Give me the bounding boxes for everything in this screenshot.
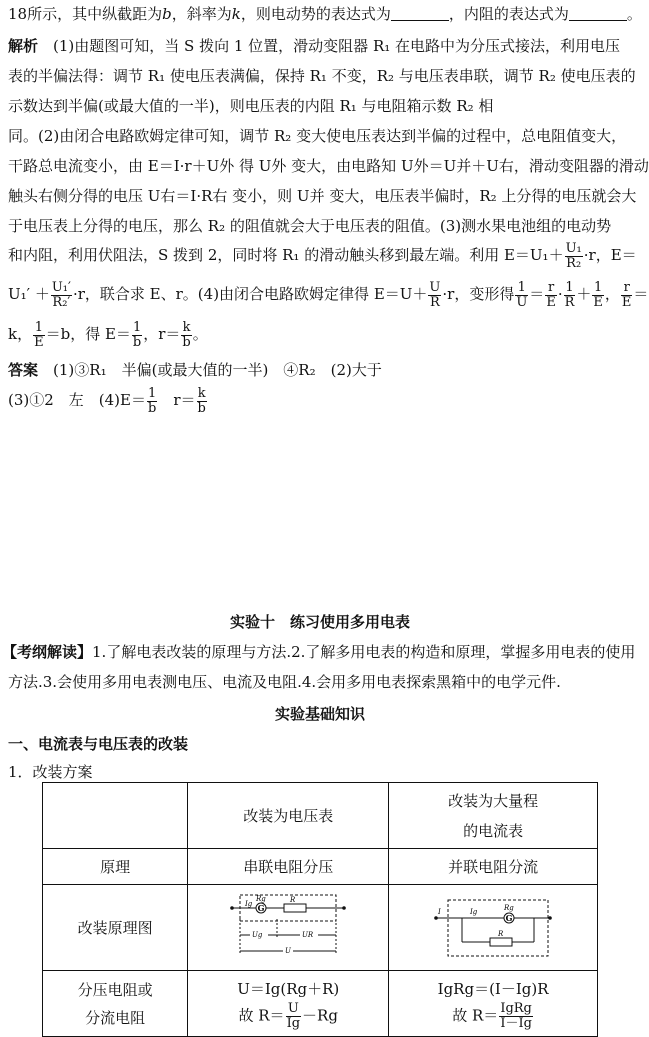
analysis-line-7: 于电压表上分得的电压，那么 R₂ 的阻值就会大于电压表的阻值。(3)测水果电池组的电动势 — [8, 217, 612, 235]
ug-label: Ug — [252, 930, 263, 939]
intro-text-a: 18所示，其中纵截距为 — [8, 5, 163, 23]
u-label: U — [285, 946, 292, 955]
diagram-label: 改装原理图 — [43, 885, 188, 971]
voltmeter-circuit-diagram — [230, 889, 346, 967]
analysis-line-1 — [8, 34, 632, 58]
analysis-line-3: 示数达到半偏(或最大值的一半)，则电压表的内阻 R₁ 与电阻箱示数 R₂ 相 — [8, 97, 494, 115]
intro-text-c: ，则电动势的表达式为 — [240, 5, 391, 23]
fraction-r-e-2: $\frac{r}{E}$ — [621, 279, 632, 310]
intro-text-e: 。 — [626, 5, 642, 23]
table-header-empty — [43, 783, 188, 849]
fraction-u-r: $\frac{U}{R}$ — [429, 279, 441, 310]
table-row-principle — [43, 849, 598, 885]
fraction-1-u: $\frac{1}{U}$ — [516, 279, 528, 310]
table-header-row — [43, 783, 598, 849]
analysis-line-10: k， $\frac{1}{E}$ ＝b，得 E＝ $\frac{1}{b}$ ，r＝ $\frac{k}{b}$ 。 — [8, 319, 208, 350]
answer-text-1: (1)③R₁ 半偏(或最大值的一半) ④R₂ (2)大于 — [53, 361, 382, 379]
table-row-resistor — [43, 971, 598, 1037]
ig-label: Ig — [245, 899, 253, 908]
slope-symbol: k — [231, 5, 241, 23]
fraction-u1-r2: $\frac{\text{U₁}}{\text{R₂}}$ — [565, 240, 582, 271]
galvanometer-label: G — [257, 902, 265, 913]
ammeter-diagram-cell — [389, 885, 598, 971]
conversion-table — [42, 782, 598, 1037]
answer-fraction-k-b: $\frac{k}{b}$ — [197, 385, 206, 416]
analysis-line-6: 触头右侧分得的电压 U右＝I·R右 变小，则 U并 变大，电压表半偏时，R₂ 上分得的电压就会大 — [8, 187, 637, 205]
table-row-diagram — [43, 885, 598, 971]
heading-1: 一、电流表与电压表的改装 — [8, 735, 189, 753]
amm-rg-label: Rg — [504, 903, 514, 912]
emf-blank — [391, 4, 449, 21]
fraction-k-b: $\frac{k}{b}$ — [182, 319, 191, 350]
subheading-1: 1．改装方案 — [8, 763, 93, 781]
basics-title: 实验基础知识 — [274, 705, 365, 723]
analysis-line-8 — [8, 238, 637, 272]
fraction-1-e: $\frac{1}{E}$ — [593, 279, 603, 310]
table-header-ammeter: 改装为大量程 的电流表 — [389, 783, 598, 849]
analysis-line-4: 同。(2)由闭合电路欧姆定律可知，调节 R₂ 变大使电压表达到半偏的过程中，总电阻值变大， — [8, 127, 627, 145]
ammeter-formula-2: 故 R＝ $\frac{\text{IgRg}}{I-Ig}$ — [452, 1001, 532, 1031]
amm-ig-label: Ig — [470, 907, 478, 916]
goal-line-2: 方法.3.会使用多用电表测电压、电流及电阻.4.会用多用电表探索黑箱中的电学元件. — [8, 673, 561, 691]
resistance-blank — [569, 4, 627, 21]
intro-line — [8, 2, 642, 26]
rg-label: Rg — [256, 894, 266, 903]
principle-label: 原理 — [43, 849, 188, 885]
ammeter-formula-cell — [389, 971, 598, 1037]
intro-text-b: ，斜率为 — [171, 5, 232, 23]
section-title: 实验十 练习使用多用电表 — [229, 613, 410, 631]
fraction-1-r: $\frac{1}{R}$ — [564, 279, 575, 310]
principle-ammeter: 并联电阻分流 — [389, 849, 598, 885]
voltmeter-diagram-cell — [188, 885, 389, 971]
amm-r-label: R — [498, 929, 504, 938]
answer-line-1 — [8, 358, 632, 382]
intro-text-d: ，内阻的表达式为 — [448, 5, 569, 23]
fraction-1-b: $\frac{1}{b}$ — [132, 319, 142, 350]
intercept-symbol: b — [162, 5, 172, 23]
answer-fraction-1-b: $\frac{1}{b}$ — [148, 385, 157, 416]
goal-text-1: 1.了解电表改装的原理与方法.2.了解多用电表的构造和原理，掌握多用电表的使用 — [92, 643, 636, 661]
goal-label: 【考纲解读】 — [2, 643, 93, 661]
analysis-line-2: 表的半偏法得：调节 R₁ 使电压表满偏，保持 R₁ 不变，R₂ 与电压表串联，调节 R₂ 使电压表的 — [8, 67, 636, 85]
voltmeter-formula-1: U＝Ig(Rg＋R) — [237, 980, 340, 998]
fraction-r-e: $\frac{r}{E}$ — [546, 279, 556, 310]
resistor-label-line-1: 分压电阻或 — [77, 980, 153, 999]
ur-label: UR — [302, 930, 314, 939]
analysis-line-5: 干路总电流变小，由 E＝I·r＋U外 得 U外 变大，由电路知 U外＝U并＋U右，滑动变阻器的滑动 — [8, 157, 649, 175]
ammeter-circuit-diagram — [434, 896, 552, 960]
voltmeter-formula-2: 故 R＝ $\frac{U}{Ig}$ －Rg — [238, 1001, 338, 1031]
r-label: R — [290, 895, 296, 904]
fraction-1-e-b: $\frac{1}{E}$ — [34, 319, 44, 350]
voltmeter-formula-cell — [188, 971, 389, 1037]
analysis-line-8b: ·r，E＝ — [583, 246, 637, 264]
answer-line-2: (3)①2 左 (4)E＝ $\frac{1}{b}$ r＝ $\frac{k}{b}$ — [8, 385, 206, 416]
i-label: I — [438, 907, 441, 916]
goal-line-1 — [2, 640, 636, 664]
ammeter-formula-1: IgRg＝(I－Ig)R — [437, 980, 549, 998]
amm-galvanometer-label: G — [505, 912, 513, 923]
analysis-text: (1)由题图可知，当 S 拨向 1 位置，滑动变阻器 R₁ 在电路中为分压式接法，利用电压 — [53, 37, 621, 55]
analysis-label: 解析 — [8, 37, 39, 55]
analysis-line-9: U₁′ ＋ $\frac{\text{U₁′}}{\text{R₂′}}$ ·r，联合求 E、r。(4)由闭合电路欧姆定律得 E＝U＋ $\frac{U}{R}$ ·r，变形得 $\frac{1}{U}$ ＝ $\frac{r}{E}$ · $\frac{1}{R}$ ＋ $\frac{1}{E}$ ， $\frac{r}{E}$ ＝ — [8, 279, 649, 310]
resistor-label — [43, 971, 188, 1037]
principle-voltmeter: 串联电阻分压 — [188, 849, 389, 885]
answer-label: 答案 — [8, 361, 39, 379]
fraction-u1p-r2p: $\frac{\text{U₁′}}{\text{R₂′}}$ — [51, 279, 71, 310]
analysis-line-8a: 和内阻，利用伏阻法，S 拨到 2，同时将 R₁ 的滑动触头移到最左端。利用 E＝U₁＋ — [8, 246, 564, 264]
resistor-label-line-2: 分流电阻 — [85, 1008, 146, 1027]
table-header-voltmeter: 改装为电压表 — [188, 783, 389, 849]
